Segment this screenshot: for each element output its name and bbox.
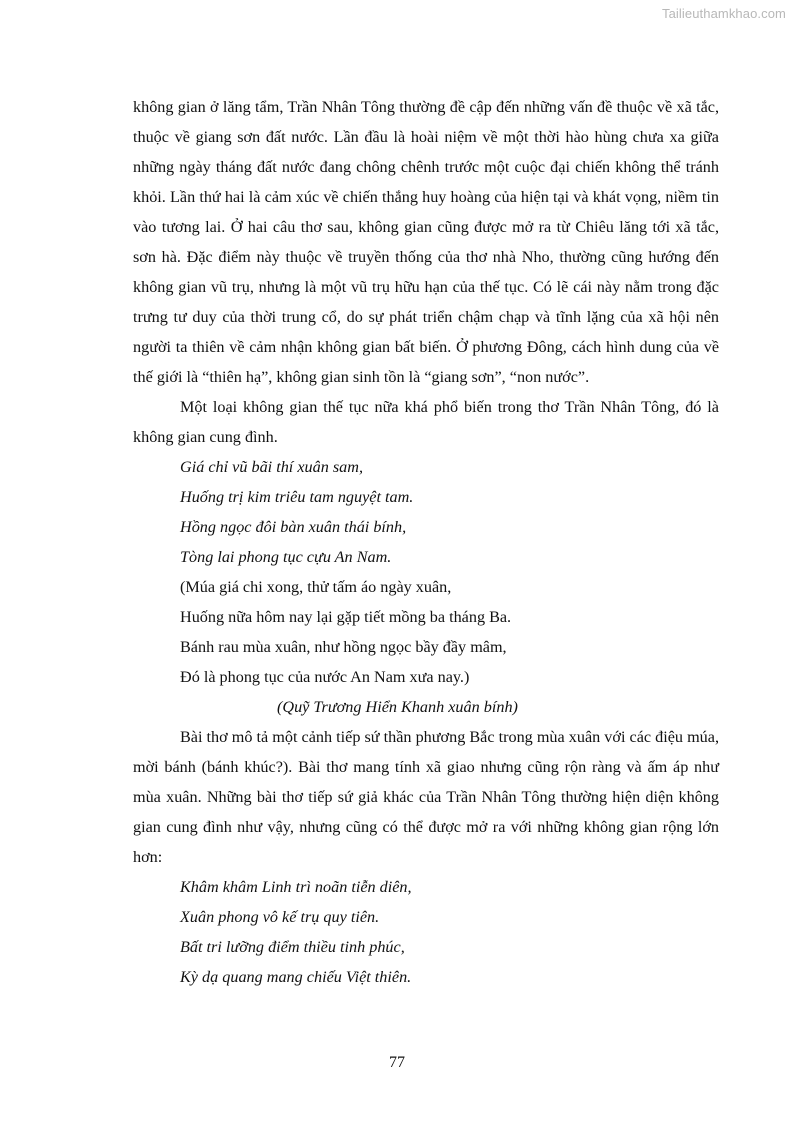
poem-line: Khâm khâm Linh trì noãn tiễn diên, xyxy=(180,878,412,896)
poem-line: Huống trị kim triêu tam nguyệt tam. xyxy=(180,488,414,506)
paragraph-3: Bài thơ mô tả một cảnh tiếp sứ thần phương Bắc trong mùa xuân với các điệu múa, mời bánh (bánh khúc?). Bài thơ mang tính xã giao nhưng cũng rộn ràng và ấm áp như mùa xuân. Những bài thơ tiếp sứ giả khác của Trần Nhân Tông thường hiện diện không gian cung đình như vậy, nhưng cũng có thể được mở ra với những không gian rộng lớn hơn: xyxy=(133,728,719,866)
translation-line: (Múa giá chi xong, thử tấm áo ngày xuân, xyxy=(180,578,452,596)
translation-line: Huống nữa hôm nay lại gặp tiết mồng ba tháng Ba. xyxy=(180,608,512,626)
poem-line: Xuân phong vô kế trụ quy tiên. xyxy=(180,908,380,926)
page-body xyxy=(133,92,719,992)
translation-line: Bánh rau mùa xuân, như hồng ngọc bầy đầy mâm, xyxy=(180,638,507,656)
paragraph-1: không gian ở lăng tẩm, Trần Nhân Tông thường đề cập đến những vấn đề thuộc về xã tắc, thuộc về giang sơn đất nước. Lần đầu là hoài niệm về một thời hào hùng chưa xa giữa những ngày tháng đất nước đang chông chênh trước một cuộc đại chiến không thể tránh khỏi. Lần thứ hai là cảm xúc về chiến thắng huy hoàng của hiện tại và khát vọng, niềm tin vào tương lai. Ở hai câu thơ sau, không gian cũng được mở ra từ Chiêu lăng tới xã tắc, sơn hà. Đặc điểm này thuộc về truyền thống của thơ nhà Nho, thường cũng hướng đến không gian vũ trụ, nhưng là một vũ trụ hữu hạn của thế tục. Có lẽ cái này nằm trong đặc trưng tư duy của thời trung cổ, do sự phát triển chậm chạp và tĩnh lặng của xã hội nên người ta thiên về cảm nhận không gian bất biến. Ở phương Đông, cách hình dung của về thế giới là “thiên hạ”, không gian sinh tồn là “giang sơn”, “non nước”. xyxy=(133,98,719,386)
poem-1-original xyxy=(133,452,719,572)
watermark-text: Tailieuthamkhao.com xyxy=(661,6,786,21)
poem-line: Tòng lai phong tục cựu An Nam. xyxy=(180,548,392,566)
translation-line: Đó là phong tục của nước An Nam xưa nay.) xyxy=(180,668,470,686)
poem-line: Kỳ dạ quang mang chiếu Việt thiên. xyxy=(180,968,412,986)
poem-2-original xyxy=(133,872,719,992)
poem-1-source: (Quỹ Trương Hiển Khanh xuân bính) xyxy=(277,698,518,716)
paragraph-2: Một loại không gian thế tục nữa khá phổ biến trong thơ Trần Nhân Tông, đó là không gian cung đình. xyxy=(133,398,719,446)
poem-1-translation xyxy=(133,572,719,692)
poem-line: Bất tri lưỡng điểm thiều tinh phúc, xyxy=(180,938,405,956)
poem-line: Giá chỉ vũ bãi thí xuân sam, xyxy=(180,458,363,476)
page-number: 77 xyxy=(389,1054,405,1071)
poem-line: Hồng ngọc đôi bàn xuân thái bính, xyxy=(180,518,407,536)
